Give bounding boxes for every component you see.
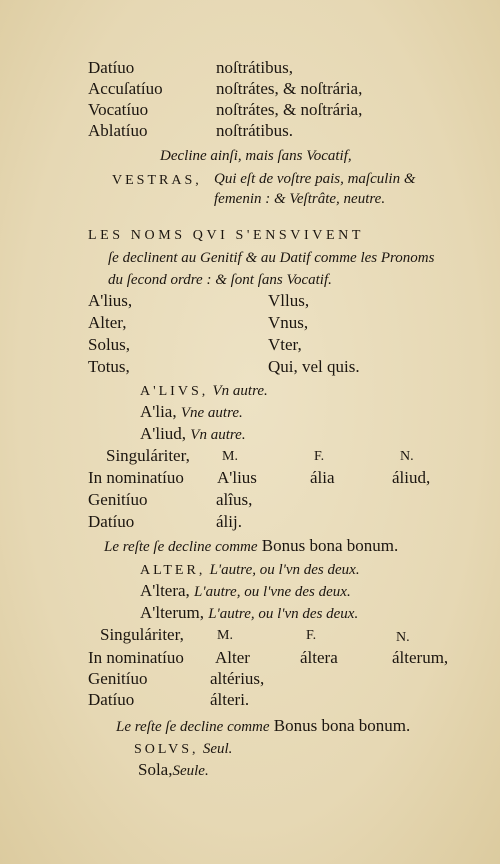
rest-paradigm: Bonus bona bonum.: [273, 716, 411, 735]
alter-neut-gloss: L'autre, ou l'vn des deux.: [208, 606, 359, 622]
gender-m: M.: [222, 449, 238, 464]
singular-label: Singuláriter,: [106, 446, 190, 465]
solus-fem-gloss: Seule.: [172, 763, 209, 779]
gender-f: F.: [306, 628, 317, 643]
alter-neut-word: A'lterum,: [140, 603, 204, 622]
case-label: Ablatíuo: [88, 121, 148, 140]
case-label: Datíuo: [88, 512, 135, 531]
alter-rest: [116, 716, 410, 737]
pronoun-left: Totus,: [88, 357, 130, 376]
singular-label: Singuláriter,: [100, 625, 184, 644]
decline-note: Decline ainſi, mais ſans Vocatif,: [160, 148, 352, 164]
case-label: In nominatíuo: [88, 468, 184, 487]
pronoun-left: A'lius,: [88, 291, 133, 310]
gender-n: N.: [400, 449, 414, 464]
section-heading-line2: ſe declinent au Genitif & au Datif comme les Pronoms: [108, 250, 435, 266]
pronoun-right: Vllus,: [268, 291, 310, 310]
case-label: Datíuo: [88, 690, 135, 709]
case-form: noſtrátibus.: [216, 121, 293, 140]
form-f: ália: [310, 468, 335, 487]
solus-fem: [138, 760, 209, 781]
solus-gloss: Seul.: [202, 741, 233, 757]
rest-paradigm: Bonus bona bonum.: [261, 536, 399, 555]
solus-fem-word: Sola,: [138, 760, 173, 779]
case-label: Accuſatíuo: [88, 79, 163, 98]
case-label: Genitíuo: [88, 490, 148, 509]
alter-neut: [140, 603, 358, 624]
pronoun-right: Vnus,: [268, 313, 309, 332]
alius-head: [140, 380, 268, 402]
alter-gloss: L'autre, ou l'vn des deux.: [209, 562, 360, 578]
alius-fem: [140, 402, 243, 423]
rest-text: Le reſte ſe decline comme: [116, 719, 270, 735]
gender-f: F.: [314, 449, 325, 464]
rest-text: Le reſte ſe decline comme: [104, 539, 258, 555]
alius-fem-gloss: Vne autre.: [180, 405, 243, 421]
form-m: alîus,: [216, 490, 253, 509]
form-m: A'lius: [217, 468, 257, 487]
form-m: álij.: [216, 512, 242, 531]
section-heading-line3: du ſecond ordre : & ſont ſans Vocatif.: [108, 272, 332, 288]
vestras-gloss: Qui eſt de voſtre pais, maſculin & femenin : & Veſtrâte, neutre.: [214, 171, 416, 207]
form-m: álteri.: [210, 690, 250, 709]
alter-word: ALTER,: [140, 563, 206, 578]
form-n: áliud,: [392, 468, 431, 487]
form-m: altérius,: [210, 669, 265, 688]
alter-fem-gloss: L'autre, ou l'vne des deux.: [194, 584, 351, 600]
case-form: noſtrátibus,: [216, 58, 293, 77]
alius-neut: [140, 424, 246, 445]
solus-head: [134, 738, 232, 760]
vestras-entry: [112, 169, 202, 191]
case-label: Vocatíuo: [88, 100, 149, 119]
gender-m: M.: [217, 628, 233, 643]
alius-fem-word: A'lia,: [140, 402, 177, 421]
alius-word: A'LIVS,: [140, 384, 209, 399]
case-label: Datíuo: [88, 58, 135, 77]
alter-fem: [140, 581, 351, 602]
case-form: noſtrátes, & noſtrária,: [216, 100, 363, 119]
alius-neut-gloss: Vn autre.: [190, 427, 246, 443]
form-m: Alter: [215, 648, 250, 667]
pronoun-left: Alter,: [88, 313, 127, 332]
pronoun-right: Vter,: [268, 335, 302, 354]
alius-neut-word: A'liud,: [140, 424, 187, 443]
case-form: noſtrátes, & noſtrária,: [216, 79, 363, 98]
alter-fem-word: A'ltera,: [140, 581, 190, 600]
alter-head: [140, 559, 360, 581]
solus-word: SOLVS,: [134, 742, 199, 757]
pronoun-left: Solus,: [88, 335, 131, 354]
vestras-word: VESTRAS,: [112, 173, 202, 188]
form-n: álterum,: [392, 648, 449, 667]
pronoun-right: Qui, vel quis.: [268, 357, 360, 376]
section-heading: LES NOMS QVI S'ENSVIVENT: [88, 228, 364, 243]
case-label: Genitíuo: [88, 669, 148, 688]
gender-n: N.: [396, 630, 410, 645]
form-f: áltera: [300, 648, 338, 667]
alius-rest: [104, 536, 398, 557]
alius-gloss: Vn autre.: [212, 383, 268, 399]
case-label: In nominatíuo: [88, 648, 184, 667]
